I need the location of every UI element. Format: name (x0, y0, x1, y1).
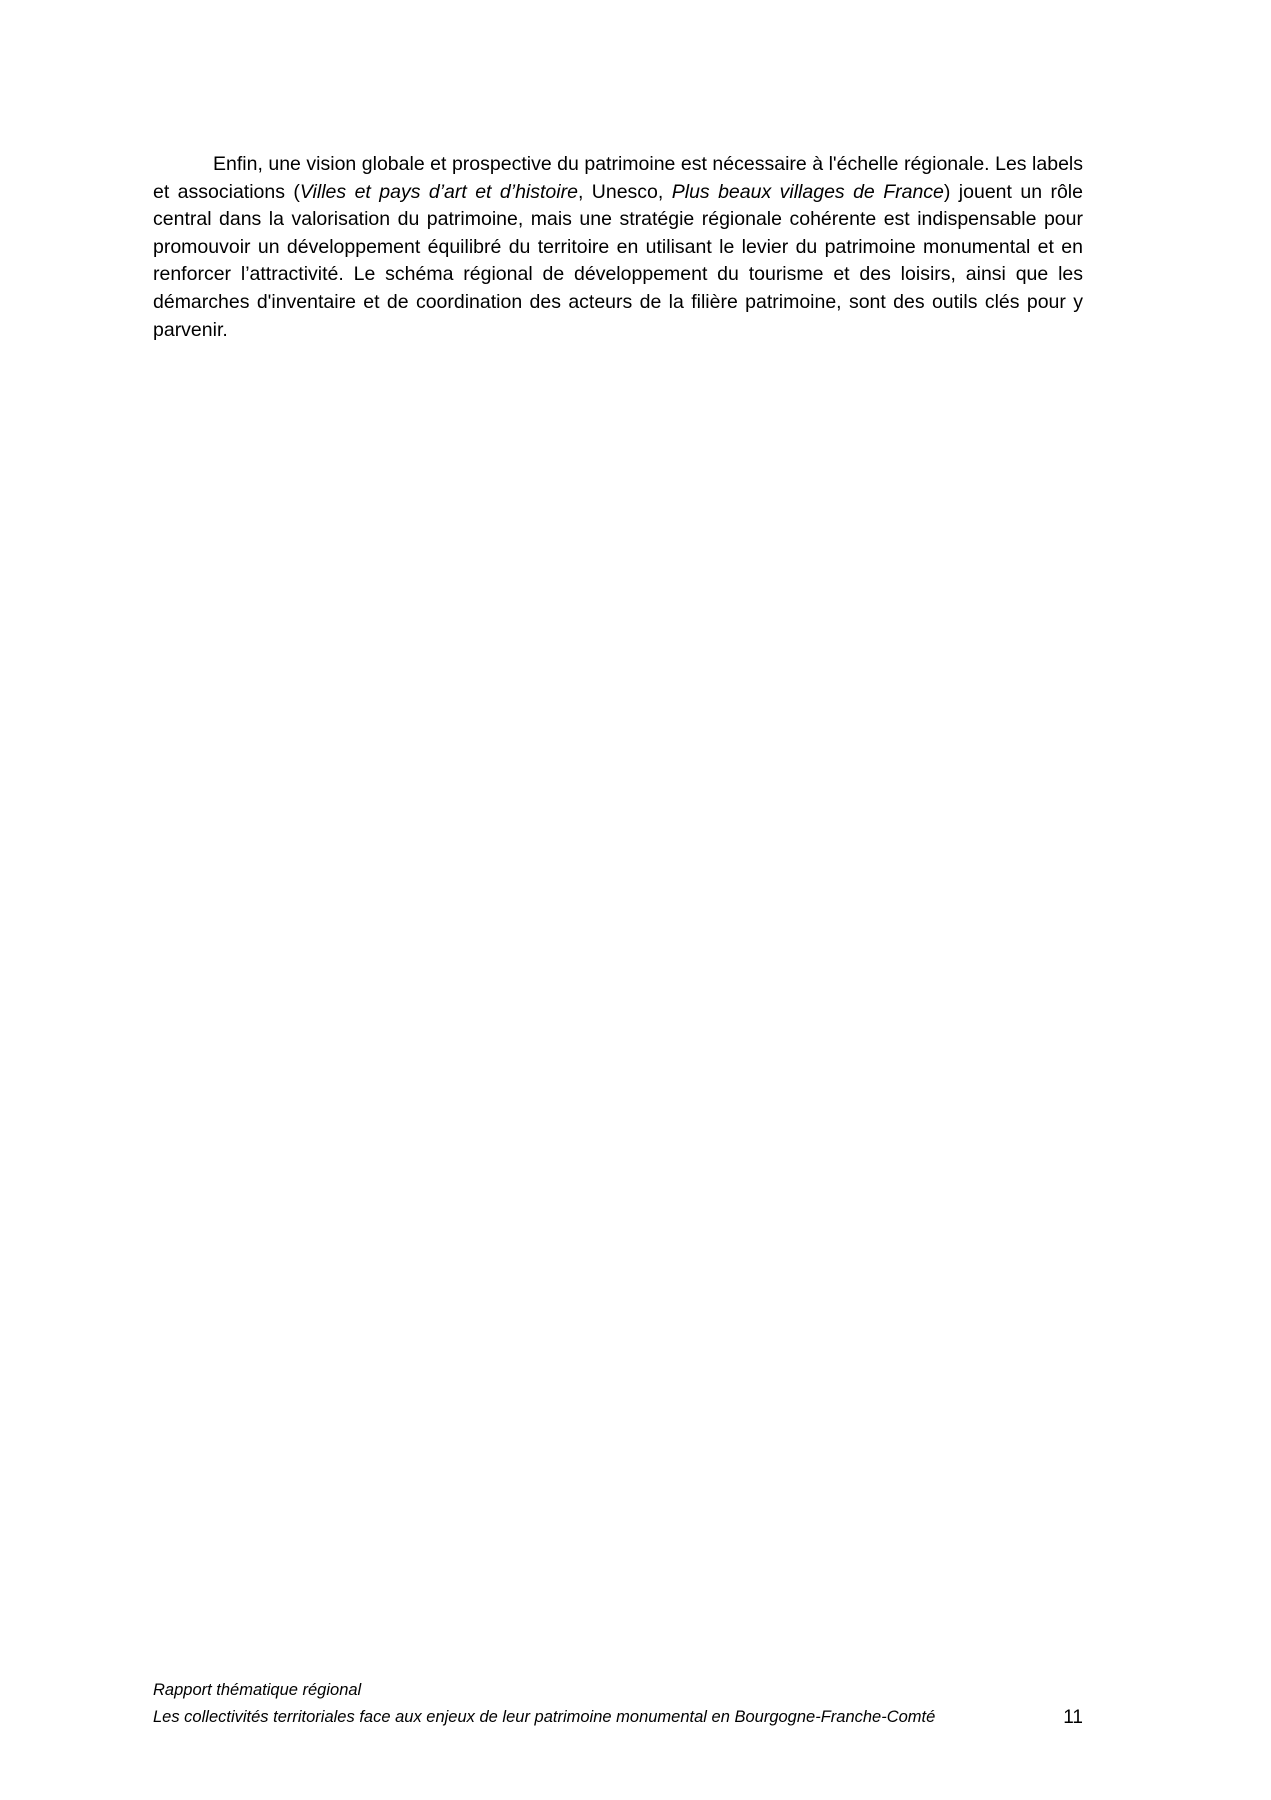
label-plus-beaux-villages: Plus beaux villages de France (671, 180, 944, 203)
body-paragraph (153, 151, 1083, 344)
paragraph-text-part-2: , Unesco, (577, 180, 672, 203)
footer-report-title: Les collectivités territoriales face aux enjeux de leur patrimoine monumental en Bourgogne-Franche-Comté (153, 1708, 936, 1726)
footer-report-type: Rapport thématique régional (153, 1681, 362, 1699)
paragraph-text-part-1: Enfin, une vision globale et prospective du patrimoine est nécessaire à l'échelle régionale. Les labels et associations ( (153, 153, 1083, 203)
label-villes-et-pays: Villes et pays d’art et d’histoire (299, 180, 578, 203)
page-footer (153, 1677, 1083, 1731)
paragraph-text-part-3: ) jouent un rôle central dans la valorisation du patrimoine, mais une stratégie régionale cohérente est indispensable pour promouvoir un développement équilibré du territoire en utilisant le levier du patrimoine monumental et en renforcer l’attractivité. Le schéma régional de développement du tourisme et des loisirs, ainsi que les démarches d'inventaire et de coordination des acteurs de la filière patrimoine, sont des outils clés pour y parvenir. (153, 180, 1083, 341)
page-number: 11 (1063, 1707, 1083, 1728)
